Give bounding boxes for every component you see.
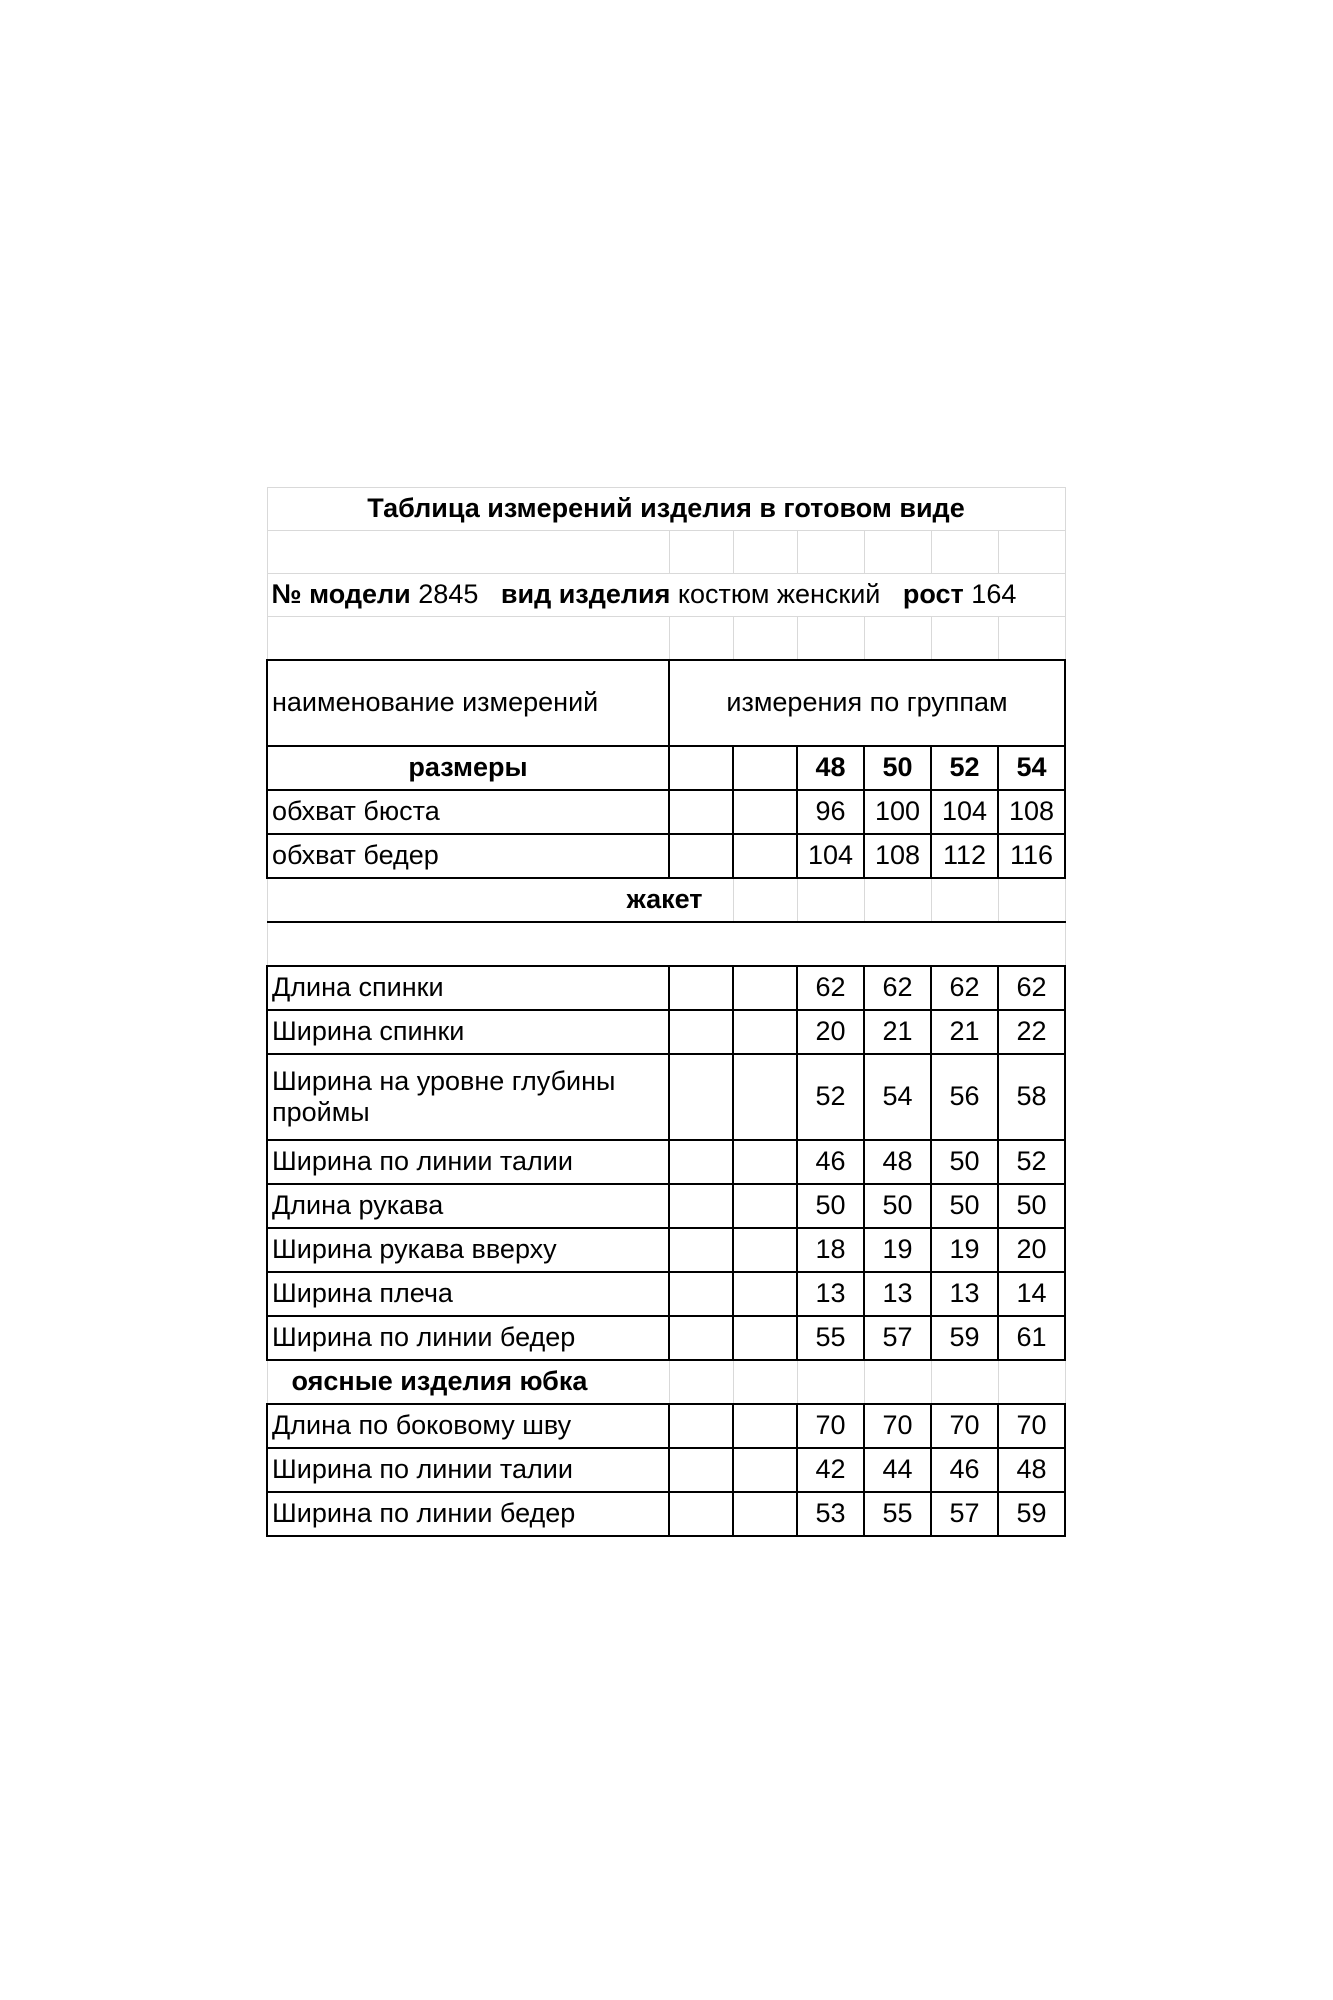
table-title: Таблица измерений изделия в готовом виде — [267, 488, 1065, 531]
value-cell: 104 — [931, 790, 998, 834]
empty-row — [267, 531, 1065, 574]
value-cell: 22 — [998, 1010, 1065, 1054]
value-cell: 13 — [864, 1272, 931, 1316]
table-row — [267, 1140, 1065, 1184]
value-cell: 58 — [998, 1054, 1065, 1140]
value-cell: 13 — [931, 1272, 998, 1316]
row-label: Ширина спинки — [267, 1010, 669, 1054]
value-cell: 116 — [998, 834, 1065, 878]
value-cell: 108 — [998, 790, 1065, 834]
row-label: Ширина по линии бедер — [267, 1316, 669, 1360]
value-cell: 62 — [864, 966, 931, 1010]
sizes-label: размеры — [267, 746, 669, 790]
groups-column-header: измерения по группам — [669, 660, 1065, 746]
section-row — [267, 1360, 1065, 1404]
value-cell: 52 — [797, 1054, 864, 1140]
value-cell: 14 — [998, 1272, 1065, 1316]
value-cell: 50 — [797, 1184, 864, 1228]
value-cell: 50 — [998, 1184, 1065, 1228]
table-row — [267, 1404, 1065, 1448]
value-cell: 50 — [931, 1140, 998, 1184]
value-cell: 20 — [998, 1228, 1065, 1272]
table-row — [267, 1492, 1065, 1536]
title-row — [267, 488, 1065, 531]
size-cell: 54 — [998, 746, 1065, 790]
empty-row — [267, 922, 1065, 966]
value-cell: 59 — [931, 1316, 998, 1360]
row-label: Ширина рукава вверху — [267, 1228, 669, 1272]
value-cell: 61 — [998, 1316, 1065, 1360]
row-label: Длина рукава — [267, 1184, 669, 1228]
value-cell: 42 — [797, 1448, 864, 1492]
sizes-row — [267, 746, 1065, 790]
row-label: обхват бедер — [267, 834, 669, 878]
value-cell: 46 — [797, 1140, 864, 1184]
name-column-header: наименование измерений — [267, 660, 669, 746]
row-label: Ширина на уровне глубины проймы — [267, 1054, 669, 1140]
section-skirt-title: оясные изделия юбка — [267, 1360, 669, 1404]
row-label: Длина спинки — [267, 966, 669, 1010]
product-kind-label: вид изделия — [500, 579, 671, 610]
value-cell: 48 — [864, 1140, 931, 1184]
value-cell: 50 — [864, 1184, 931, 1228]
row-label: Ширина по линии талии — [267, 1448, 669, 1492]
row-label: Ширина плеча — [267, 1272, 669, 1316]
value-cell: 55 — [864, 1492, 931, 1536]
value-cell: 50 — [931, 1184, 998, 1228]
value-cell: 112 — [931, 834, 998, 878]
value-cell: 70 — [797, 1404, 864, 1448]
value-cell: 56 — [931, 1054, 998, 1140]
value-cell: 59 — [998, 1492, 1065, 1536]
value-cell: 53 — [797, 1492, 864, 1536]
value-cell: 62 — [931, 966, 998, 1010]
table-row — [267, 834, 1065, 878]
value-cell: 62 — [998, 966, 1065, 1010]
value-cell: 44 — [864, 1448, 931, 1492]
model-info — [267, 574, 1065, 617]
section-jacket-title: жакет — [267, 878, 733, 922]
row-label: Ширина по линии бедер — [267, 1492, 669, 1536]
value-cell: 57 — [864, 1316, 931, 1360]
model-number-label: № модели — [271, 579, 411, 610]
size-cell: 50 — [864, 746, 931, 790]
value-cell: 20 — [797, 1010, 864, 1054]
value-cell: 104 — [797, 834, 864, 878]
table-row — [267, 966, 1065, 1010]
height-value: 164 — [971, 579, 1017, 610]
value-cell: 13 — [797, 1272, 864, 1316]
value-cell: 108 — [864, 834, 931, 878]
value-cell: 21 — [931, 1010, 998, 1054]
value-cell: 96 — [797, 790, 864, 834]
value-cell: 55 — [797, 1316, 864, 1360]
model-info-row — [267, 574, 1065, 617]
value-cell: 70 — [864, 1404, 931, 1448]
value-cell: 46 — [931, 1448, 998, 1492]
value-cell: 21 — [864, 1010, 931, 1054]
section-row — [267, 878, 1065, 922]
measurement-table — [266, 487, 1066, 1537]
column-header-row — [267, 660, 1065, 746]
table-row — [267, 1010, 1065, 1054]
table-row — [267, 1228, 1065, 1272]
row-label: обхват бюста — [267, 790, 669, 834]
height-label: рост — [902, 579, 964, 610]
table-row — [267, 1272, 1065, 1316]
value-cell: 48 — [998, 1448, 1065, 1492]
value-cell: 100 — [864, 790, 931, 834]
table-row — [267, 1054, 1065, 1140]
value-cell: 19 — [864, 1228, 931, 1272]
value-cell: 57 — [931, 1492, 998, 1536]
value-cell: 70 — [931, 1404, 998, 1448]
row-label: Длина по боковому шву — [267, 1404, 669, 1448]
table-row — [267, 1448, 1065, 1492]
value-cell: 62 — [797, 966, 864, 1010]
table-row — [267, 1316, 1065, 1360]
value-cell: 54 — [864, 1054, 931, 1140]
table-row — [267, 790, 1065, 834]
value-cell: 70 — [998, 1404, 1065, 1448]
table-row — [267, 1184, 1065, 1228]
product-kind-value: костюм женский — [677, 579, 881, 610]
value-cell: 18 — [797, 1228, 864, 1272]
size-cell: 48 — [797, 746, 864, 790]
value-cell: 52 — [998, 1140, 1065, 1184]
size-cell: 52 — [931, 746, 998, 790]
model-number-value: 2845 — [418, 579, 479, 610]
row-label: Ширина по линии талии — [267, 1140, 669, 1184]
value-cell: 19 — [931, 1228, 998, 1272]
empty-row — [267, 617, 1065, 661]
